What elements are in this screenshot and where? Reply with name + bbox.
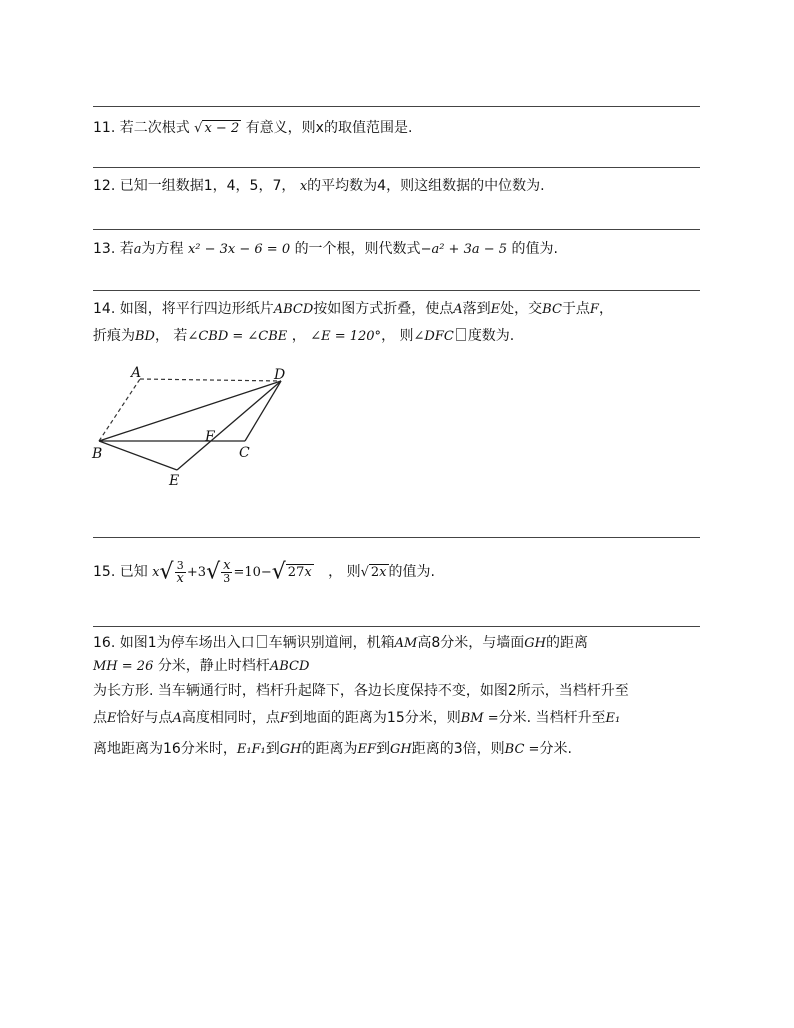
- label-C: C: [239, 445, 250, 461]
- question-16-line-1: 16. 如图1为停车场出入口 车辆识别道闸，机箱AM高8分米，与墙面GH的距离: [93, 635, 588, 651]
- question-11: 11. 若二次根式 √ x − 2 有意义，则x的取值范围是.: [93, 120, 413, 136]
- separator-line: [93, 167, 700, 168]
- radical-2x: √ 2x: [360, 565, 387, 580]
- question-16-line-4: 点E恰好与点A高度相同时，点F到地面的距离为15分米，则BM =分米. 当档杆升至E₁: [93, 710, 621, 726]
- question-16-line-3: 为长方形. 当车辆通行时，档杆升起降下，各边长度保持不变，如图2所示，当档杆升至: [93, 683, 629, 699]
- missing-glyph-box: [257, 635, 267, 648]
- separator-line: [93, 537, 700, 538]
- label-A: A: [131, 365, 142, 381]
- label-B: B: [92, 446, 103, 462]
- separator-line: [93, 290, 700, 291]
- segment-ed: [177, 381, 281, 470]
- label-D: D: [274, 367, 286, 383]
- separator-line: [93, 626, 700, 627]
- question-number: 12.: [93, 178, 116, 194]
- segment-cd: [245, 381, 281, 441]
- equation: x² − 3x − 6 = 0: [187, 242, 291, 257]
- question-number: 16.: [93, 635, 116, 651]
- question-number: 15.: [93, 564, 116, 580]
- question-number: 11.: [93, 120, 116, 136]
- segment-bd: [99, 381, 281, 441]
- segment-be: [99, 441, 177, 470]
- geometry-figure: [85, 360, 295, 495]
- separator-line: [93, 229, 700, 230]
- question-14-line-1: 14. 如图，将平行四边形纸片ABCD按如图方式折叠，使点A落到E处，交BC于点F，: [93, 301, 613, 317]
- question-12: 12. 已知一组数据1，4，5，7， x的平均数为4，则这组数据的中位数为.: [93, 178, 545, 194]
- question-16-line-5: 离地距离为16分米时，E₁F₁到GH的距离为EF到GH距离的3倍，则BC =分米.: [93, 741, 572, 757]
- radical-equation: x√ $\frac{3}{x}$ +3√ $\frac{x}{3}$ =10−√ 27x: [152, 558, 312, 586]
- question-number: 13.: [93, 241, 116, 257]
- label-F: F: [205, 429, 215, 445]
- label-E: E: [169, 473, 180, 489]
- question-16-line-2: MH = 26 分米，静止时档杆ABCD: [93, 658, 310, 674]
- fold-line-ab: [99, 379, 140, 441]
- question-number: 14.: [93, 301, 116, 317]
- radicand: x − 2: [204, 121, 240, 136]
- missing-glyph-box: [456, 328, 466, 341]
- fold-line-ad: [140, 379, 281, 381]
- expression: −a² + 3a − 5: [420, 242, 508, 257]
- separator-line: [93, 106, 700, 107]
- question-13: 13. 若a为方程 x² − 3x − 6 = 0 的一个根，则代数式−a² + 3a − 5 的值为.: [93, 241, 558, 257]
- question-14-line-2: 折痕为BD， 若∠CBD = ∠CBE ， ∠E = 120°， 则∠DFC 度数为.: [93, 328, 515, 344]
- question-15: 15. 已知 x√ $\frac{3}{x}$ +3√ $\frac{x}{3}$ =10−√ 27x ， 则√ 2x 的值为.: [93, 558, 435, 586]
